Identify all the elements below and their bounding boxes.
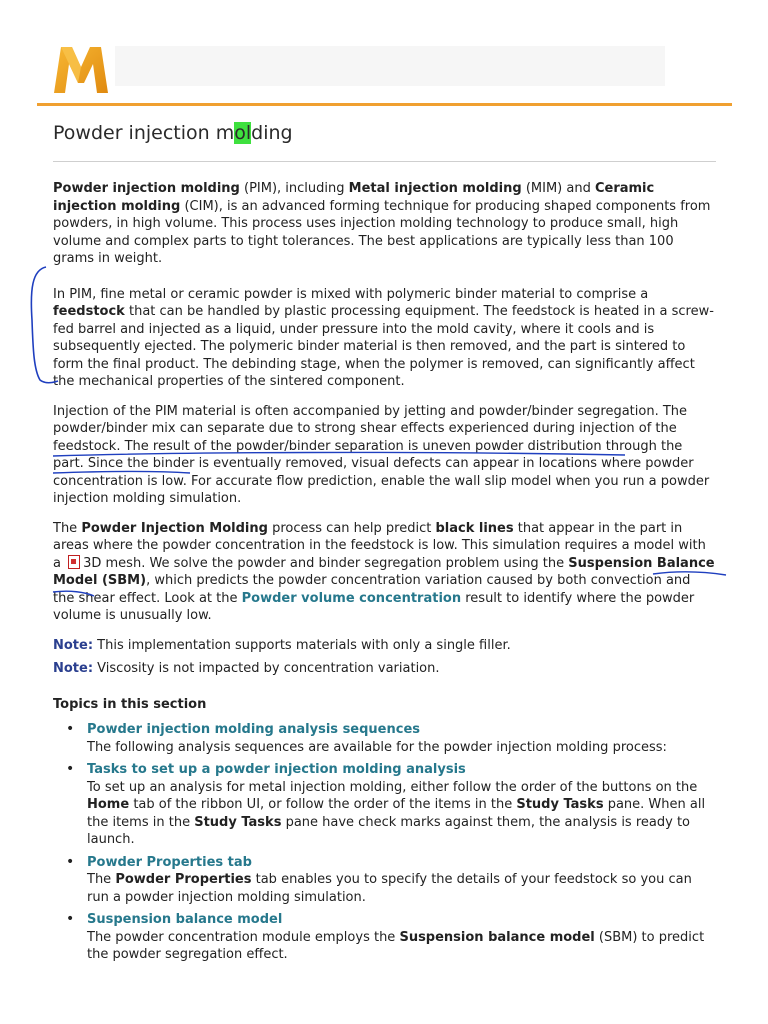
page-title: Powder injection molding: [53, 122, 293, 144]
note-viscosity: Note: Viscosity is not impacted by concentration variation.: [53, 661, 440, 676]
topics-heading: Topics in this section: [53, 696, 207, 712]
topics-list: [53, 721, 715, 964]
segregation-paragraph: Injection of the PIM material is often accompanied by jetting and powder/binder segregation. The powder/binder mix can separate due to strong shear effects experienced during injection of the feedstock. The result of the powder/binder separation is uneven powder distribution through the part. Since the binder is eventually removed, visual defects can appear in locations where powder concentration is low. For accurate flow prediction, enable the wall slip model when you run a powder injection molding simulation.: [53, 403, 710, 506]
list-item: • Powder injection molding analysis sequences The following analysis sequences are available for the powder injection molding process:: [53, 721, 715, 756]
topic-link-analysis-sequences[interactable]: Powder injection molding analysis sequences: [87, 722, 421, 737]
highlighted-text: ol: [234, 122, 252, 144]
note-filler: Note: This implementation supports materials with only a single filler.: [53, 637, 511, 653]
topic-link-setup-tasks[interactable]: Tasks to set up a powder injection molding analysis: [87, 762, 466, 777]
header-banner-area: [115, 46, 665, 86]
topic-link-powder-properties[interactable]: Powder Properties tab: [87, 854, 252, 870]
feedstock-paragraph: In PIM, fine metal or ceramic powder is mixed with polymeric binder material to comprise a feedstock that can be handled by plastic processing equipment. The feedstock is heated in a screw-fed barrel and injected as a liquid, under pressure into the mold cavity, where it cools and is subsequently ejected. The polymeric binder material is then removed, and the part is sintered to form the final product. The debinding stage, when the polymer is removed, can significantly affect the mechanical properties of the sintered component.: [53, 286, 714, 389]
header-bar: [37, 36, 732, 106]
title-divider: [53, 161, 716, 162]
note-label: Note:: [53, 661, 94, 676]
logo-m-icon: [52, 45, 110, 95]
header-divider: [37, 103, 732, 106]
article-body: [53, 180, 715, 969]
list-item: • Powder Properties tab The Powder Properties tab enables you to specify the details of your feedstock so you can run a powder injection molding simulation.: [53, 854, 715, 907]
intro-paragraph: Powder injection molding (PIM), including Metal injection molding (MIM) and Ceramic injection molding (CIM), is an advanced forming technique for producing shaped components from powders, in high volume. This process uses injection molding technology to produce small, high volume and complex parts to tight tolerances. The best applications are typically less than 100 grams in weight.: [53, 181, 711, 266]
simulation-paragraph: The Powder Injection Molding process can help predict black lines that appear in the part in areas where the powder concentration in the feedstock is low. This simulation requires a model with a 3D mesh. We solve the powder and binder segregation problem using the Suspension Balance Model (SBM), which predicts the powder concentration variation caused by both convection and the shear effect. Look at the Powder volume concentration result to identify where the powder volume is unusually low.: [53, 520, 715, 623]
powder-volume-concentration-link[interactable]: Powder volume concentration: [241, 590, 462, 606]
pdf-3d-icon[interactable]: [68, 555, 80, 569]
topic-link-suspension-balance[interactable]: Suspension balance model: [87, 912, 283, 927]
list-item: • Suspension balance model The powder concentration module employs the Suspension balance model (SBM) to predict the powder segregation effect.: [53, 911, 715, 964]
note-label: Note:: [53, 637, 94, 653]
list-item: • Tasks to set up a powder injection molding analysis To set up an analysis for metal injection molding, either follow the order of the buttons on the Home tab of the ribbon UI, or follow the order of the items in the Study Tasks pane. When all the items in the Study Tasks pane have check marks against them, the analysis is ready to launch.: [53, 761, 715, 849]
